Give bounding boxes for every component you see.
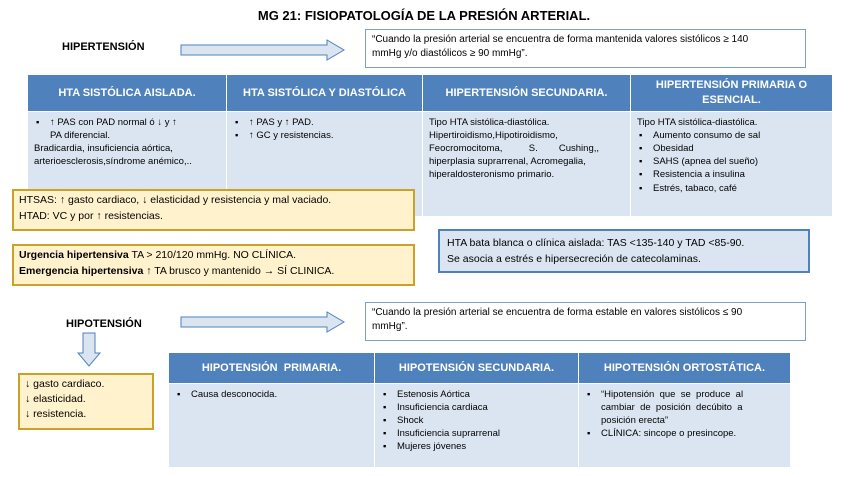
list-item — [34, 116, 220, 142]
text-line: Tipo HTA sistólica-diastólica. — [429, 117, 550, 128]
urgencia-note — [12, 244, 415, 286]
note-line: ↓ elasticidad. — [25, 393, 86, 406]
header-text: HTA SISTÓLICA Y DIASTÓLICA — [243, 86, 406, 99]
header-text: HIPOTENSIÓN PRIMARIA. — [201, 361, 342, 374]
list-item: ▪ ↑ PAS y ↑ PAD. — [233, 116, 416, 129]
header-hipertension-secundaria — [423, 75, 631, 111]
header-text: HIPERTENSIÓN PRIMARIA O — [655, 79, 808, 92]
header-text: HTA SISTÓLICA AISLADA. — [58, 86, 196, 99]
text-line: Hipertiroidismo,Hipotiroidismo, — [429, 130, 558, 142]
note-line: Se asocia a estrés e hipersecreción de catecolaminas. — [447, 253, 701, 266]
definition-line: mmHg”. — [372, 320, 408, 332]
hipotension-side-note — [18, 373, 154, 430]
hipertension-definition — [365, 29, 806, 68]
hipotension-label: HIPOTENSIÓN — [66, 318, 142, 330]
down-arrow-icon — [78, 333, 100, 367]
list-item: ▪ Aumento consumo de sal — [637, 129, 826, 142]
text-line: hiperaldosteronismo primario. — [429, 169, 555, 181]
list-item: ▪ Estenosis Aórtica — [381, 388, 572, 401]
definition-line: “Cuando la presión arterial se encuentra de forma estable en valores sistólicos ≤ 90 — [372, 307, 743, 318]
list-item-text: ▪ ↑ PAS con PAD normal ó ↓ y ↑ — [50, 117, 177, 128]
header-hipotension-primaria — [169, 353, 375, 383]
note-line — [19, 248, 408, 264]
hipotension-definition — [365, 302, 806, 341]
header-text: HIPOTENSIÓN SECUNDARIA. — [398, 361, 555, 374]
htsas-note — [12, 189, 415, 231]
header-text: HIPOTENSIÓN ORTOSTÁTICA. — [603, 361, 766, 374]
header-text: HIPERTENSIÓN SECUNDARIA. — [445, 86, 608, 99]
text-line: hiperplasia suprarrenal, Acromegalia, — [429, 156, 586, 168]
urgencia-text: TA > 210/120 mmHg. NO CLÍNICA. — [128, 249, 297, 261]
note-line: ↓ gasto cardiaco. — [25, 378, 105, 390]
note-line — [19, 264, 408, 280]
header-hta-sistolica-diastolica — [227, 75, 423, 111]
list-item: ▪ Causa desconocida. — [175, 388, 368, 401]
urgencia-label: Urgencia hipertensiva — [19, 249, 129, 261]
emergencia-label: Emergencia hipertensiva — [19, 264, 144, 277]
text-line: Feocromocitoma, S. Cushing,, — [429, 143, 600, 155]
header-hta-sistolica-aislada — [28, 75, 227, 111]
list-item: ▪ ↑ GC y resistencias. — [233, 129, 416, 142]
list-item-text: posición erecta” — [601, 415, 669, 427]
header-hipotension-secundaria — [375, 353, 579, 383]
note-line: HTAD: VC y por ↑ resistencias. — [19, 209, 163, 222]
right-arrow-icon — [181, 40, 345, 60]
definition-line: mmHg y/o diastólicos ≥ 90 mmHg”. — [372, 47, 528, 59]
emergencia-text: ↑ TA brusco y mantenido → SÍ CLINICA. — [143, 264, 335, 277]
list-item: ▪ Shock — [381, 414, 572, 427]
note-line: HTSAS: ↑ gasto cardiaco, ↓ elasticidad y resistencia y mal vaciado. — [19, 194, 332, 206]
cell-hipertension-primaria — [631, 112, 832, 216]
list-item: ▪ CLÍNICA: sincope o presincope. — [585, 427, 784, 440]
header-hipotension-ortostatica — [579, 353, 790, 383]
list-item: ▪ SAHS (apnea del sueño) — [637, 155, 826, 168]
list-item-text: PA diferencial. — [50, 130, 111, 142]
list-item-text: cambiar de posición decúbito a — [601, 402, 743, 414]
list-item-text: ▪ “Hipotensión que se produce al — [601, 389, 744, 400]
list-item: ▪ Resistencia a insulina — [637, 168, 826, 181]
list-item — [585, 388, 784, 427]
header-text: ESENCIAL. — [702, 94, 761, 106]
cell-hipotension-ortostatica — [579, 384, 790, 467]
causes-text: arterioesclerosis,síndrome anémico,.. — [34, 156, 192, 168]
list-item: ▪ Obesidad — [637, 142, 826, 155]
bata-blanca-note — [438, 229, 810, 273]
list-item: ▪ Estrés, tabaco, café — [637, 182, 826, 195]
list-item: ▪ Mujeres jóvenes — [381, 440, 572, 453]
note-line: ↓ resistencia. — [25, 408, 87, 421]
cell-hipotension-primaria — [169, 384, 375, 467]
header-hipertension-primaria — [631, 75, 832, 111]
hipertension-label: HIPERTENSIÓN — [62, 41, 145, 53]
list-item: ▪ Insuficiencia suprarrenal — [381, 427, 572, 440]
note-line: HTA bata blanca o clínica aislada: TAS <135-140 y TAD <85-90. — [447, 237, 745, 249]
list-item: ▪ Insuficiencia cardiaca — [381, 401, 572, 414]
causes-text: Bradicardia, insuficiencia aórtica, — [34, 143, 173, 155]
page-title: MG 21: FISIOPATOLOGÍA DE LA PRESIÓN ARTERIAL. — [257, 8, 591, 23]
definition-line: “Cuando la presión arterial se encuentra de forma mantenida valores sistólicos ≥ 140 — [372, 34, 749, 45]
text-line: Tipo HTA sistólica-diastólica. — [637, 117, 758, 128]
cell-hipertension-secundaria — [423, 112, 631, 216]
right-arrow-icon — [181, 312, 345, 332]
cell-hipotension-secundaria — [375, 384, 579, 467]
